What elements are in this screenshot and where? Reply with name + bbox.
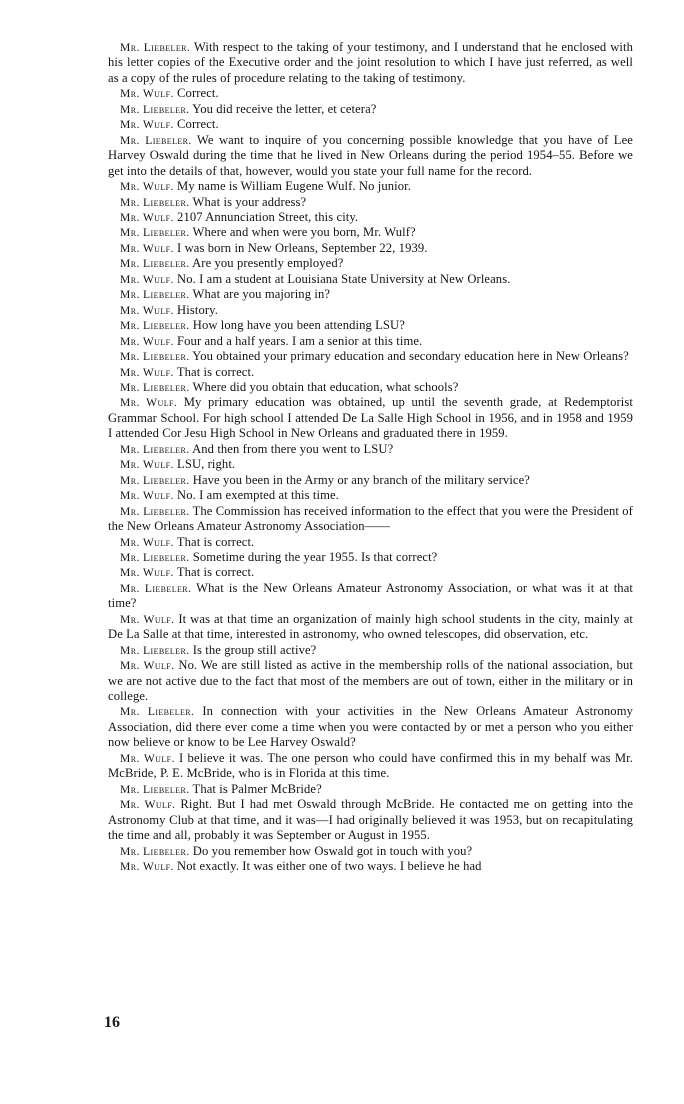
statement-text: Where and when were you born, Mr. Wulf? [192,225,416,240]
testimony-paragraph [108,287,633,302]
statement-text: What is your address? [192,194,307,209]
testimony-paragraph [108,442,633,457]
speaker-label: Mr. Wulf. [120,566,174,580]
speaker-label: Mr. Liebeler. [120,581,192,595]
testimony-paragraph [108,859,633,874]
testimony-paragraph [108,844,633,859]
statement-text: Are you presently employed? [192,256,344,271]
statement-text: That is correct. [176,534,255,549]
statement-text: That is Palmer McBride? [192,781,322,796]
testimony-paragraph [108,782,633,797]
testimony-paragraph [108,349,633,364]
testimony-transcript [108,40,633,874]
speaker-label: Mr. Wulf. [120,860,174,874]
testimony-paragraph [108,40,633,86]
testimony-paragraph [108,133,633,179]
statement-text: Right. But I had met Oswald through McBride. He contacted me on getting into the Astronomy Club at that time, and it was—I had originally believed it was 1953, but on recapitulating the time and all, probably it was September or August in 1955. [108,797,634,843]
speaker-label: Mr. Liebeler. [120,133,192,147]
statement-text: What are you majoring in? [192,287,331,302]
speaker-label: Mr. Wulf. [120,303,174,317]
testimony-paragraph [108,488,633,503]
speaker-label: Mr. Liebeler. [120,504,190,518]
speaker-label: Mr. Liebeler. [120,102,190,116]
statement-text: Is the group still active? [192,642,317,657]
speaker-label: Mr. Liebeler. [120,350,190,364]
testimony-paragraph [108,380,633,395]
testimony-paragraph [108,102,633,117]
testimony-paragraph [108,318,633,333]
speaker-label: Mr. Liebeler. [120,643,190,657]
speaker-label: Mr. Wulf. [120,659,175,673]
statement-text: What is the New Orleans Amateur Astronomy Association, or what was it at that time? [108,580,633,611]
testimony-paragraph [108,241,633,256]
speaker-label: Mr. Liebeler. [120,380,190,394]
speaker-label: Mr. Wulf. [120,458,174,472]
testimony-paragraph [108,643,633,658]
testimony-paragraph [108,256,633,271]
testimony-paragraph [108,395,633,441]
speaker-label: Mr. Liebeler. [120,226,190,240]
testimony-paragraph [108,535,633,550]
statement-text: I believe it was. The one person who could have confirmed this in my behalf was Mr. McBride, P. E. McBride, who is in Florida at this time. [108,750,633,781]
testimony-paragraph [108,612,633,643]
statement-text: Where did you obtain that education, what schools? [192,379,459,394]
testimony-paragraph [108,179,633,194]
testimony-paragraph [108,504,633,535]
statement-text: The Commission has received information to the effect that you were the President of the New Orleans Amateur Astronomy Association—— [108,503,633,534]
speaker-label: Mr. Liebeler. [120,319,190,333]
statement-text: That is correct. [176,565,255,580]
speaker-label: Mr. Wulf. [120,272,174,286]
testimony-paragraph [108,195,633,210]
speaker-label: Mr. Wulf. [120,210,174,224]
page-number: 16 [104,1014,120,1031]
statement-text: That is correct. [176,364,255,379]
speaker-label: Mr. Wulf. [120,118,174,132]
statement-text: With respect to the taking of your testimony, and I understand that he enclosed with his letter copies of the Executive order and the joint resolution to which I have just referred, as well as a copy of the rules of procedure relating to the taking of testimony. [108,40,633,85]
testimony-paragraph [108,457,633,472]
speaker-label: Mr. Liebeler. [120,442,190,456]
speaker-label: Mr. Wulf. [120,612,175,626]
testimony-paragraph [108,550,633,565]
speaker-label: Mr. Liebeler. [120,844,190,858]
statement-text: History. [177,302,218,317]
statement-text: Do you remember how Oswald got in touch with you? [192,843,473,858]
statement-text: No. We are still listed as active in the membership rolls of the national association, but we are not active due to the fact that most of the members are out of town, either in the military or in college. [108,658,633,704]
speaker-label: Mr. Liebeler. [120,195,190,209]
testimony-paragraph [108,272,633,287]
statement-text: My name is William Eugene Wulf. No junior. [177,179,411,194]
testimony-paragraph [108,565,633,580]
speaker-label: Mr. Liebeler. [120,550,190,564]
speaker-label: Mr. Wulf. [120,396,178,410]
statement-text: Sometime during the year 1955. Is that correct? [192,549,438,564]
testimony-paragraph [108,751,633,782]
testimony-paragraph [108,334,633,349]
testimony-paragraph [108,797,633,843]
testimony-paragraph [108,210,633,225]
speaker-label: Mr. Wulf. [120,535,174,549]
speaker-label: Mr. Wulf. [120,751,175,765]
statement-text: My primary education was obtained, up until the seventh grade, at Redemptorist Grammar School. For high school I attended De La Salle High School in 1956, and in 1958 and 1959 I attended Cor Jesu High School in New Orleans and graduated there in 1959. [108,395,634,441]
statement-text: Not exactly. It was either one of two ways. I believe he had [177,859,482,874]
testimony-paragraph [108,303,633,318]
speaker-label: Mr. Liebeler. [120,288,190,302]
speaker-label: Mr. Wulf. [120,180,174,194]
statement-text: Correct. [177,117,219,132]
speaker-label: Mr. Liebeler. [120,257,190,271]
speaker-label: Mr. Liebeler. [120,705,195,719]
statement-text: It was at that time an organization of mainly high school students in the city, mainly at De La Salle at that time, interested in astronomy, who owned telescopes, did observation, etc. [108,611,633,642]
testimony-paragraph [108,86,633,101]
testimony-paragraph [108,225,633,240]
speaker-label: Mr. Liebeler. [120,782,190,796]
statement-text: You obtained your primary education and secondary education here in New Orleans? [192,349,629,364]
statement-text: Have you been in the Army or any branch of the military service? [192,472,530,487]
testimony-paragraph [108,581,633,612]
statement-text: LSU, right. [177,457,236,472]
statement-text: In connection with your activities in the New Orleans Amateur Astronomy Association, did there ever come a time when you were contacted by or met a person who you either now believe or know to be Lee Harvey Oswald? [108,704,633,750]
speaker-label: Mr. Liebeler. [120,41,191,54]
statement-text: 2107 Annunciation Street, this city. [177,209,359,224]
statement-text: Correct. [177,86,219,101]
speaker-label: Mr. Wulf. [120,87,174,101]
statement-text: I was born in New Orleans, September 22, 1939. [177,240,428,255]
statement-text: How long have you been attending LSU? [192,318,405,333]
speaker-label: Mr. Wulf. [120,334,174,348]
speaker-label: Mr. Wulf. [120,365,174,379]
testimony-paragraph [108,704,633,750]
statement-text: And then from there you went to LSU? [192,441,394,456]
testimony-paragraph [108,473,633,488]
statement-text: Four and a half years. I am a senior at this time. [177,333,423,348]
testimony-paragraph [108,658,633,704]
statement-text: We want to inquire of you concerning possible knowledge that you have of Lee Harvey Oswald during the time that he lived in New Orleans during the period 1954–55. Before we get into the details of that, however, would you state your full name for the record. [108,132,633,178]
testimony-paragraph [108,365,633,380]
speaker-label: Mr. Liebeler. [120,473,190,487]
speaker-label: Mr. Wulf. [120,241,174,255]
speaker-label: Mr. Wulf. [120,489,174,503]
statement-text: No. I am exempted at this time. [177,488,339,503]
speaker-label: Mr. Wulf. [120,798,176,812]
statement-text: You did receive the letter, et cetera? [192,101,377,116]
statement-text: No. I am a student at Louisiana State University at New Orleans. [177,271,511,286]
testimony-paragraph [108,117,633,132]
